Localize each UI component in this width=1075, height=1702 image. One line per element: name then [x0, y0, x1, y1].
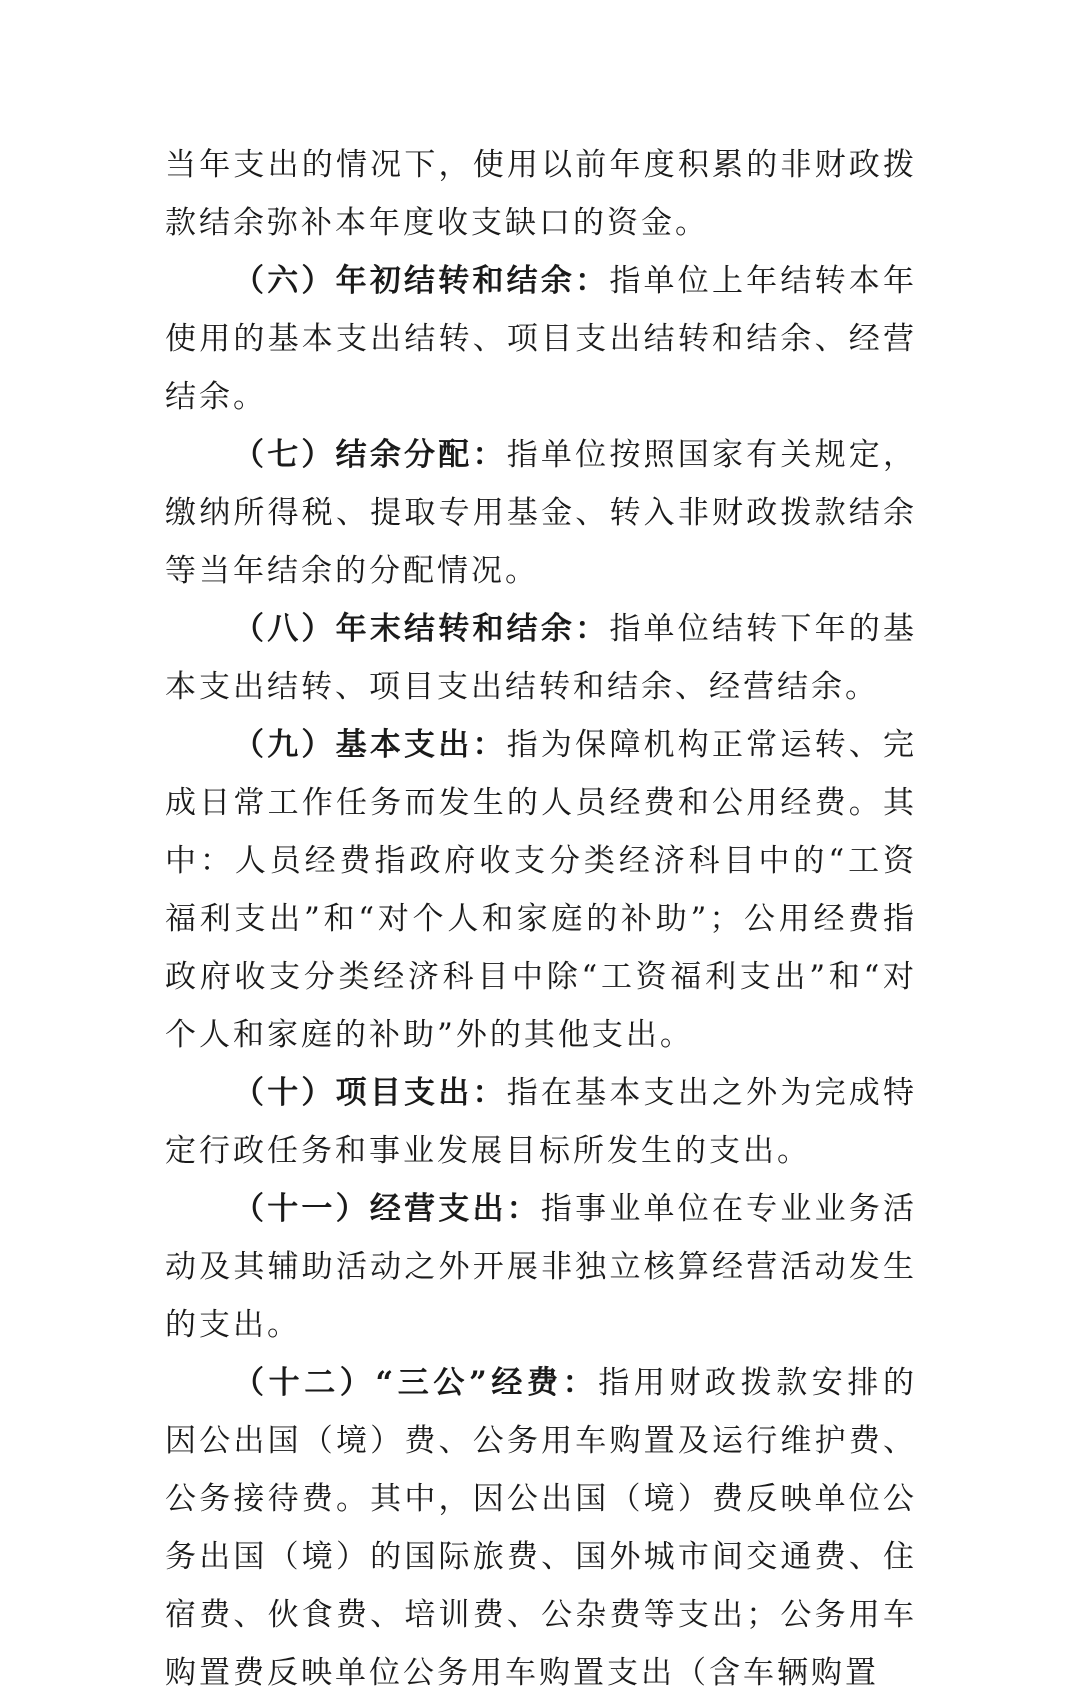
document-body — [165, 136, 917, 1702]
paragraph-item-9 — [165, 716, 917, 1064]
term-heading: （十）项目支出： — [233, 1075, 507, 1111]
term-heading: （九）基本支出： — [233, 727, 507, 763]
paragraph-text: 指单位上年结转本年使用的基本支出结转、项目支出结转和结余、经营结余。 — [165, 263, 918, 415]
term-heading: （六）年初结转和结余： — [233, 263, 610, 299]
paragraph-text: 指在基本支出之外为完成特定行政任务和事业发展目标所发生的支出。 — [165, 1075, 918, 1169]
paragraph-item-10 — [165, 1064, 917, 1180]
paragraph-text: 指单位结转下年的基本支出结转、项目支出结转和结余、经营结余。 — [165, 611, 918, 705]
term-heading: （七）结余分配： — [233, 437, 507, 473]
paragraph-text: 当年支出的情况下，使用以前年度积累的非财政拨款结余弥补本年度收支缺口的资金。 — [165, 147, 917, 241]
paragraph-item-8 — [165, 600, 917, 716]
paragraph-text: 指用财政拨款安排的因公出国（境）费、公务用车购置及运行维护费、公务接待费。其中，因公出国（境）费反映单位公务出国（境）的国际旅费、国外城市间交通费、住宿费、伙食费、培训费、公杂费等支出；公务用车购置费反映单位公务用车购置支出（含车辆购置 — [165, 1365, 918, 1691]
term-heading: （十一）经营支出： — [233, 1191, 541, 1227]
paragraph-text: 指单位按照国家有关规定，缴纳所得税、提取专用基金、转入非财政拨款结余等当年结余的分配情况。 — [165, 437, 918, 589]
paragraph-item-11 — [165, 1180, 917, 1354]
paragraph-item-12 — [165, 1354, 917, 1702]
paragraph-item-6 — [165, 252, 917, 426]
paragraph-continued — [165, 136, 917, 252]
term-heading: （十二）“三公”经费： — [233, 1365, 599, 1401]
paragraph-text: 指事业单位在专业业务活动及其辅助活动之外开展非独立核算经营活动发生的支出。 — [165, 1191, 918, 1343]
paragraph-text: 指为保障机构正常运转、完成日常工作任务而发生的人员经费和公用经费。其中：人员经费指政府收支分类经济科目中的“工资福利支出”和“对个人和家庭的补助”；公用经费指政府收支分类经济科目中除“工资福利支出”和“对个人和家庭的补助”外的其他支出。 — [165, 727, 918, 1053]
term-heading: （八）年末结转和结余： — [233, 611, 610, 647]
paragraph-item-7 — [165, 426, 917, 600]
